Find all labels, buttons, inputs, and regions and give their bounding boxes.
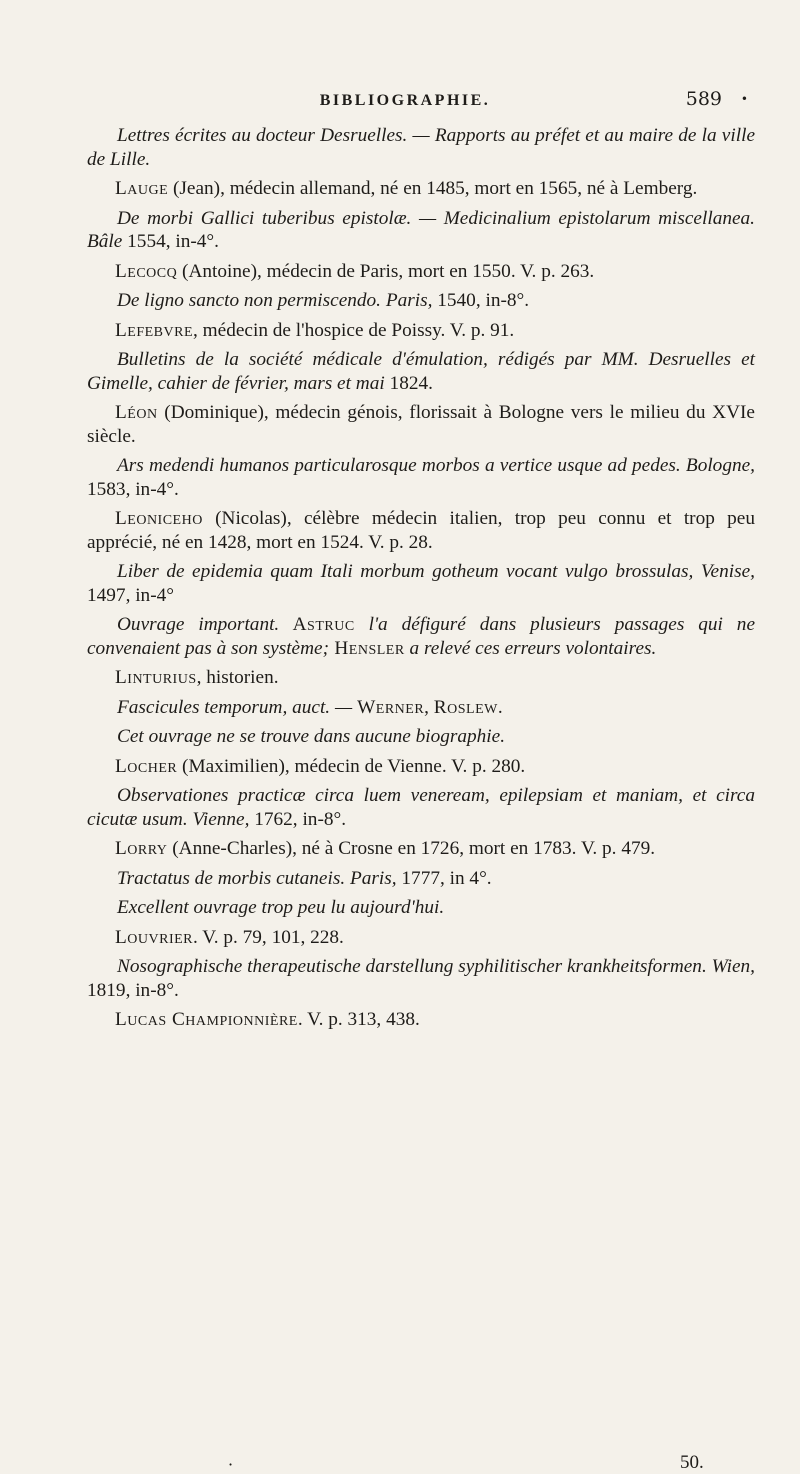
entry-text: 1554, in-4°.: [122, 231, 219, 252]
title-entry: [87, 289, 755, 313]
bibliography-entries: [87, 124, 755, 1038]
author-name: Locher: [115, 755, 178, 777]
author-name: Lorry: [115, 838, 168, 859]
author-name: Hensler: [329, 637, 405, 659]
title-entry: [87, 725, 755, 749]
italic-text: Bulletins de la société médicale d'émulation, rédigés par MM. Desruelles et Gimelle, cahier de février, mars et mai: [87, 349, 755, 394]
italic-text: l'a défiguré dans plusieurs passages qui ne convenaient pas à son système;: [87, 614, 756, 659]
title-entry: [87, 696, 755, 720]
italic-text: Observationes practicæ circa luem veneream, epilepsiam et maniam, et circa cicutæ usum. Vienne,: [87, 785, 755, 830]
entry-text: (Anne-Charles), né à Crosne en 1726, mort en 1783. V. p. 479.: [167, 838, 656, 859]
author-name: Roslew: [433, 696, 498, 718]
title-entry: [87, 124, 755, 171]
folio-number: 50.: [680, 1452, 704, 1473]
page-number: 589: [685, 88, 722, 110]
author-name: Lecocq: [115, 260, 178, 282]
italic-text: Tractatus de morbis cutaneis. Paris,: [117, 867, 397, 889]
author-name: Lefebvre: [115, 319, 194, 341]
author-name: Astruc: [279, 614, 355, 635]
entry-text: . V. p. 313, 438.: [297, 1009, 420, 1030]
entry-text: (Nicolas), célèbre médecin italien, trop peu connu et trop peu apprécié, né en 1428, mort en 1524. V. p. 28.: [87, 508, 755, 553]
entry-text: 1824.: [384, 372, 433, 394]
entry-text: .: [497, 696, 503, 718]
entry-text: . V. p. 79, 101, 228.: [193, 926, 344, 948]
running-title: BIBLIOGRAPHIE.: [319, 92, 491, 109]
title-entry: [87, 207, 755, 254]
author-name: Linturius: [115, 667, 197, 688]
title-entry: [87, 784, 755, 831]
author-name: Leonicено: [115, 508, 203, 529]
entry-text: (Jean), médecin allemand, né en 1485, mort en 1565, né à Lemberg.: [168, 178, 698, 199]
author-name: Lauge: [115, 178, 169, 199]
author-entry: [87, 755, 755, 779]
italic-text: Ars medendi humanos particularosque morbos a vertice usque ad pedes. Bologne,: [117, 455, 755, 476]
entry-text: 1540, in-8°.: [432, 290, 530, 311]
italic-text: Lettres écrites au docteur Desruelles. — Rapports au préfet et au maire de la ville de Lille.: [87, 125, 755, 170]
running-header: [60, 88, 750, 118]
italic-text: Cet ouvrage ne se trouve dans aucune biographie.: [117, 726, 506, 747]
entry-text: 1497, in-4°: [87, 584, 174, 606]
entry-text: , médecin de l'hospice de Poissy. V. p. 91.: [193, 319, 515, 341]
entry-text: 1762, in-8°.: [249, 808, 347, 830]
entry-text: (Dominique), médecin génois, florissait à Bologne vers le milieu du XVIe siècle.: [87, 402, 755, 447]
title-entry: [87, 560, 755, 607]
title-entry: [87, 955, 755, 1002]
author-entry: [87, 319, 755, 343]
author-entry: [87, 401, 755, 448]
title-entry: [87, 348, 755, 395]
title-entry: [87, 867, 755, 891]
author-name: Louvrier: [115, 926, 193, 948]
author-name: Léon: [115, 402, 158, 423]
author-entry: [87, 507, 755, 554]
author-name: Werner: [352, 696, 425, 718]
italic-text: Excellent ouvrage trop peu lu aujourd'hui.: [117, 897, 445, 918]
entry-text: (Antoine), médecin de Paris, mort en 1550. V. p. 263.: [177, 260, 595, 282]
entry-text: 1583, in-4°.: [87, 478, 179, 500]
title-entry: [87, 454, 755, 501]
author-name: Lucas Championnière: [115, 1009, 298, 1030]
author-entry: [87, 926, 755, 950]
italic-text: Ouvrage important.: [117, 614, 280, 635]
italic-text: Fascicules temporum, auct. —: [117, 696, 353, 718]
entry-text: 1819, in-8°.: [87, 979, 179, 1001]
italic-text: De morbi Gallici tuberibus epistolæ. — Medicinalium epistolarum miscellanea. Bâle: [87, 207, 755, 252]
author-entry: [87, 837, 755, 861]
author-entry: [87, 260, 755, 284]
author-entry: [87, 1008, 755, 1032]
entry-text: ,: [424, 696, 434, 718]
title-entry: [87, 896, 755, 920]
author-entry: [87, 666, 755, 690]
italic-text: Liber de epidemia quam Itali morbum gotheum vocant vulgo brossulas, Venise,: [117, 561, 755, 582]
title-entry: [87, 613, 755, 660]
margin-mark: •: [740, 92, 748, 106]
italic-text: Nosographische therapeutische darstellung syphilitischer krankheitsformen. Wien,: [117, 956, 755, 977]
entry-text: 1777, in 4°.: [396, 867, 492, 889]
italic-text: a relevé ces erreurs volontaires.: [404, 637, 657, 659]
entry-text: , historien.: [196, 667, 279, 688]
entry-text: (Maximilien), médecin de Vienne. V. p. 280.: [177, 755, 526, 777]
author-entry: [87, 177, 755, 201]
signature-mark: ·: [228, 1455, 234, 1474]
italic-text: De ligno sancto non permiscendo. Paris,: [117, 290, 433, 311]
